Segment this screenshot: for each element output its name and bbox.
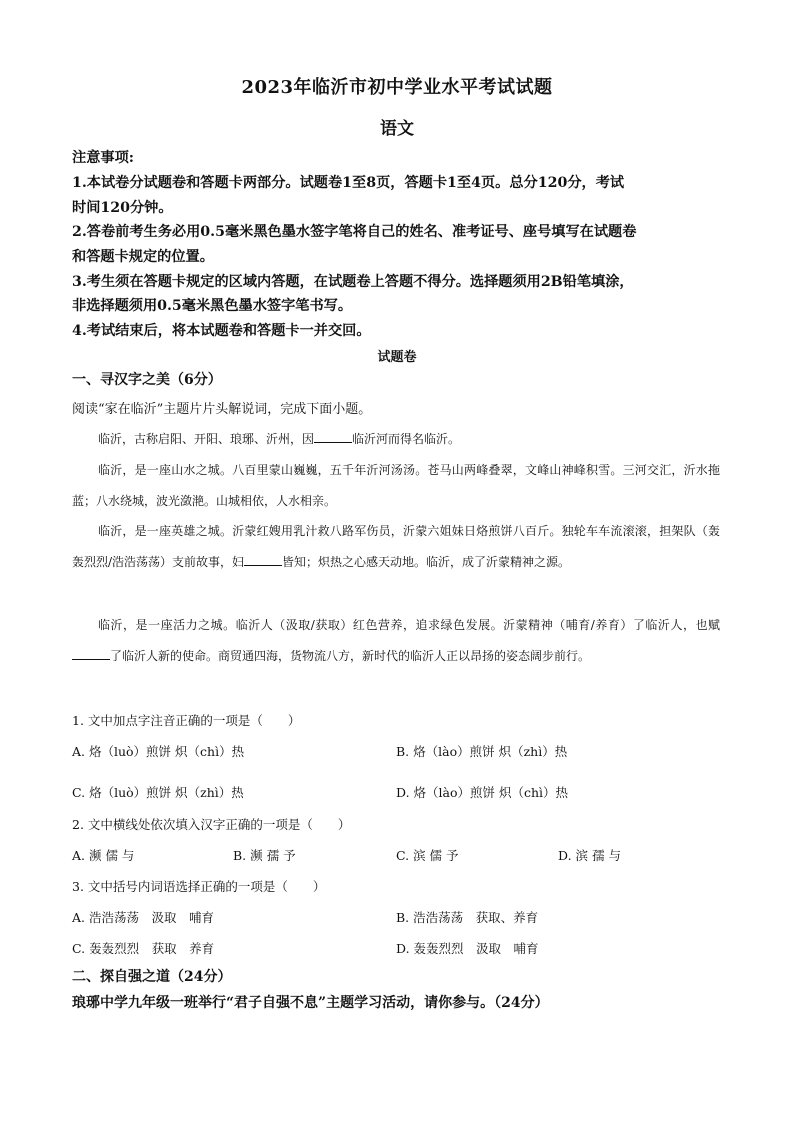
question-3-option-c: C. 轰轰烈烈 获取 养育 (72, 941, 215, 956)
notice-item: 非选择题须用0.5毫米黑色墨水签字笔书写。 (72, 298, 353, 314)
section-2-heading: 二、探自强之道（24分） (72, 969, 232, 985)
notice-item: 2.答卷前考生务必用0.5毫米黑色墨水签字笔将自己的姓名、准考证号、座号填写在试题卷 (72, 224, 637, 240)
question-1-option-d: D. 烙（lào）煎饼 炽（chì）热 (396, 785, 569, 800)
question-3-stem: 3. 文中括号内词语选择正确的一项是（ ） (72, 879, 326, 894)
section-1-heading: 一、寻汉字之美（6分） (72, 372, 222, 388)
question-2-option-d: D. 滨 孺 与 (558, 848, 621, 863)
fill-blank (72, 647, 110, 660)
notice-heading: 注意事项: (72, 150, 134, 166)
section-2-intro: 琅琊中学九年级一班举行“君子自强不息”主题学习活动，请你参与。（24分） (72, 995, 549, 1011)
paper-label: 试题卷 (377, 350, 417, 365)
question-1-option-a: A. 烙（luò）煎饼 炽（chì）热 (72, 744, 245, 759)
passage-paragraph-4 (72, 610, 720, 672)
passage-text: 皆知；炽热之心感天动地。临沂，成了沂蒙精神之源。 (282, 555, 571, 569)
notice-item: 3.考生须在答题卡规定的区域内答题，在试题卷上答题不得分。选择题须用2B铅笔填涂， (72, 274, 634, 290)
question-1-option-b: B. 烙（lào）煎饼 炽（zhì）热 (396, 744, 568, 759)
fill-blank (244, 553, 282, 566)
question-3-option-a: A. 浩浩荡荡 汲取 哺育 (72, 910, 214, 925)
question-1-option-c: C. 烙（luò）煎饼 炽（zhì）热 (72, 785, 244, 800)
section-1-intro: 阅读“家在临沂”主题片片头解说词，完成下面小题。 (72, 402, 372, 417)
notice-item: 4.考试结束后，将本试题卷和答题卡一并交回。 (72, 323, 371, 339)
question-1-stem: 1. 文中加点字注音正确的一项是（ ） (72, 713, 301, 728)
passage-text: 临沂河而得名临沂。 (352, 432, 461, 446)
passage-paragraph-2: 临沂，是一座山水之城。八百里蒙山巍巍，五千年沂河汤汤。苍马山两峰叠翠，文峰山神峰积雪。三河交汇，沂水拖蓝；八水绕城，波光潋滟。山城相依，人水相亲。 (72, 463, 720, 508)
notice-item: 时间120分钟。 (72, 200, 173, 216)
passage-text: 临沂，是一座英雄之城。沂蒙红嫂用乳汁救八路军伤员，沂蒙六姐妹日烙煎饼八百斤。独轮车车流滚滚，担架队（轰轰烈烈/浩浩荡荡）支前故事，妇 (72, 524, 720, 569)
notice-item: 1.本试卷分试题卷和答题卡两部分。试题卷1至8页，答题卡1至4页。总分120分，考试 (72, 175, 625, 191)
passage-paragraph-1 (72, 424, 720, 455)
question-3-option-b: B. 浩浩荡荡 获取、养育 (396, 910, 539, 925)
question-2-stem: 2. 文中横线处依次填入汉字正确的一项是（ ） (72, 817, 351, 832)
exam-subject: 语文 (380, 119, 414, 139)
question-2-option-c: C. 滨 儒 予 (396, 848, 459, 863)
passage-text: 了临沂人新的使命。商贸通四海，货物流八方，新时代的临沂人正以昂扬的姿态阔步前行。 (110, 649, 591, 663)
exam-title: 2023年临沂市初中学业水平考试试题 (241, 77, 553, 98)
passage-text: 临沂，是一座活力之城。临沂人（汲取/获取）红色营养，追求绿色发展。沂蒙精神（哺育/养育）了临沂人，也赋 (98, 618, 720, 632)
question-2-option-b: B. 濒 孺 予 (233, 848, 296, 863)
notice-item: 和答题卡规定的位置。 (72, 249, 214, 265)
question-2-option-a: A. 濒 儒 与 (72, 848, 135, 863)
fill-blank (314, 430, 352, 443)
passage-text: 临沂，古称启阳、开阳、琅琊、沂州，因 (98, 432, 315, 446)
passage-paragraph-3 (72, 516, 720, 578)
question-3-option-d: D. 轰轰烈烈 汲取 哺育 (396, 941, 539, 956)
